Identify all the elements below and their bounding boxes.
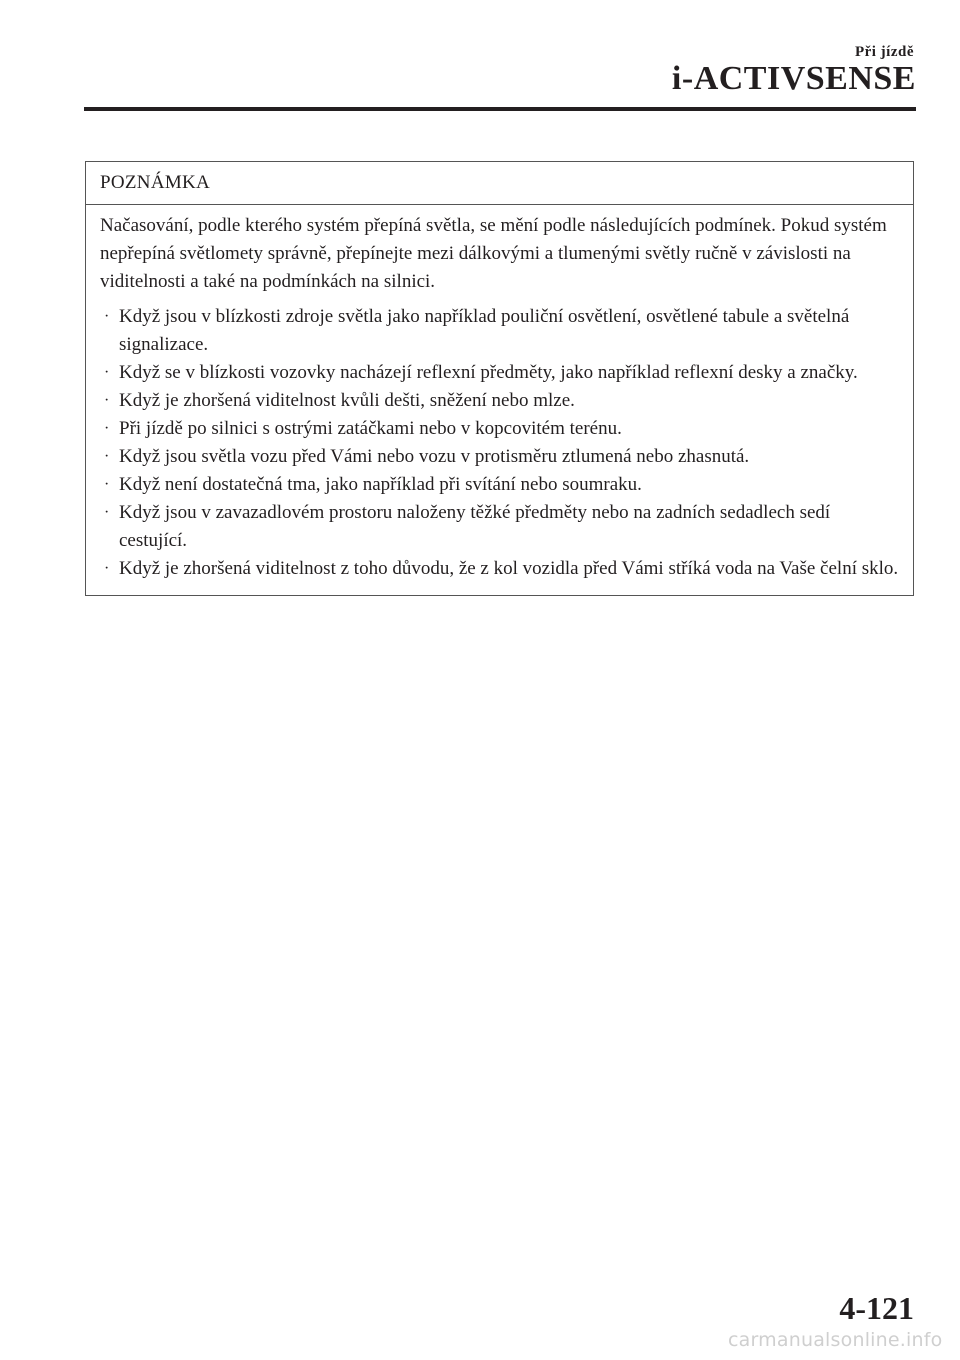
note-bullet-list	[100, 303, 899, 583]
bullet-marker: ·	[104, 364, 110, 381]
note-box	[85, 161, 914, 596]
bullet-marker: ·	[104, 392, 110, 409]
section-header: Při jízdě	[854, 44, 914, 60]
bullet-marker: ·	[104, 560, 110, 577]
bullet-text: Když jsou světla vozu před Vámi nebo vozu v protisměru ztlumená nebo zhasnutá.	[119, 446, 750, 467]
bullet-text: Když jsou v zavazadlovém prostoru naloženy těžké předměty nebo na zadních sedadlech sedí cestující.	[119, 502, 831, 551]
bullet-marker: ·	[104, 448, 110, 465]
watermark: carmanualsonline.info	[728, 1329, 943, 1351]
page-number: 4-121	[839, 1290, 914, 1326]
bullet-text: Když je zhoršená viditelnost kvůli dešti, sněžení nebo mlze.	[119, 390, 575, 411]
bullet-item	[100, 303, 899, 359]
bullet-marker: ·	[104, 504, 110, 521]
bullet-item	[100, 359, 899, 387]
bullet-item	[100, 471, 899, 499]
bullet-text: Když je zhoršená viditelnost z toho důvodu, že z kol vozidla před Vámi stříká voda na Vaše čelní sklo.	[119, 558, 899, 579]
bullet-marker: ·	[104, 476, 110, 493]
header-rule	[84, 107, 916, 111]
bullet-text: Když jsou v blízkosti zdroje světla jako například pouliční osvětlení, osvětlené tabule a světelná signalizace.	[119, 306, 850, 355]
note-intro: Načasování, podle kterého systém přepíná světla, se mění podle následujících podmínek. Pokud systém nepřepíná světlomety správně, přepínejte mezi dálkovými a tlumenými světly ručně v závislosti na viditelnosti a také na podmínkách na silnici.	[100, 215, 887, 292]
bullet-marker: ·	[104, 420, 110, 437]
bullet-item	[100, 499, 899, 555]
bullet-item	[100, 415, 899, 443]
note-title: POZNÁMKA	[86, 162, 913, 205]
chapter-title: i-ACTIVSENSE	[671, 60, 916, 97]
bullet-text: Když není dostatečná tma, jako například při svítání nebo soumraku.	[119, 474, 642, 495]
bullet-item	[100, 555, 899, 583]
bullet-item	[100, 387, 899, 415]
bullet-text: Při jízdě po silnici s ostrými zatáčkami nebo v kopcovitém terénu.	[119, 418, 622, 439]
bullet-item	[100, 443, 899, 471]
bullet-text: Když se v blízkosti vozovky nacházejí reflexní předměty, jako například reflexní desky a značky.	[119, 362, 858, 383]
note-body	[86, 205, 913, 595]
bullet-marker: ·	[104, 308, 110, 325]
